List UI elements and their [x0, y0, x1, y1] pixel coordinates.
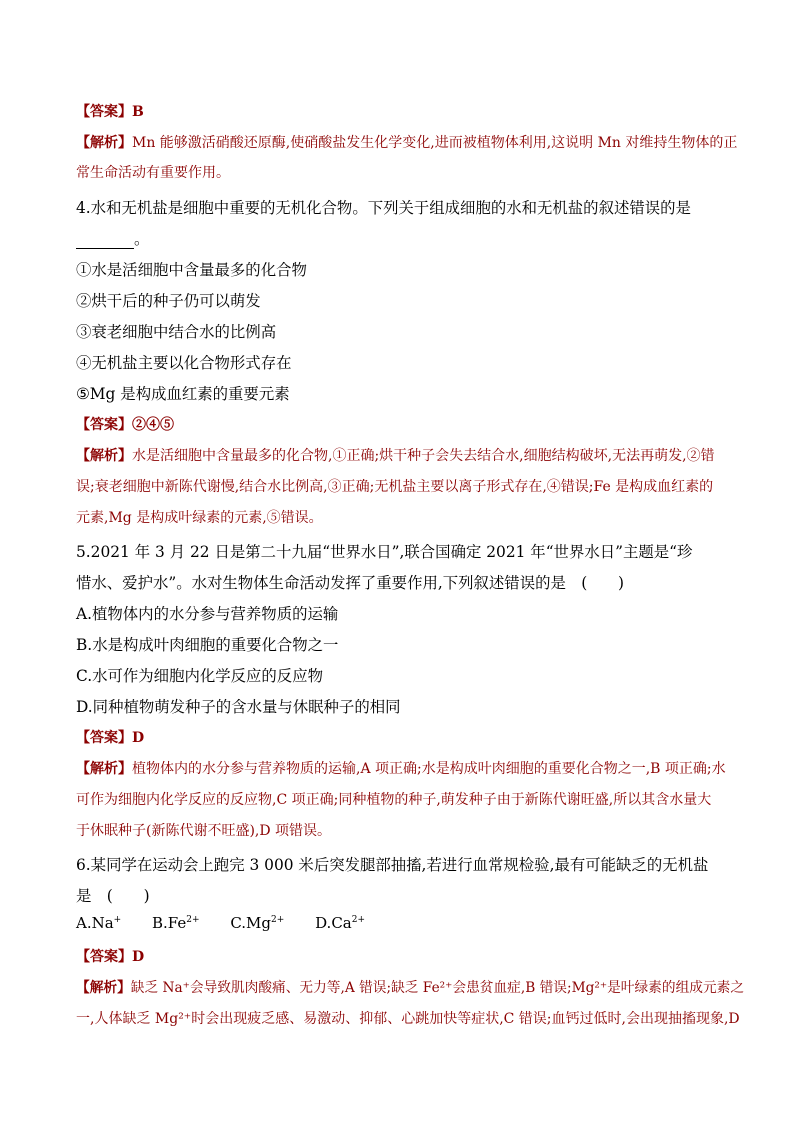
- q4-item-2: ②烘干后的种子仍可以萌发: [76, 292, 261, 310]
- q3-answer: [76, 101, 144, 121]
- q4-analysis-line-2: 误;衰老细胞中新陈代谢慢,结合水比例高,③正确;无机盐主要以离子形式存在,④错误;Fe 是构成血红素的: [76, 479, 714, 495]
- analysis-text: 水是活细胞中含量最多的化合物,①正确;烘干种子会失去结合水,细胞结构破坏,无法再萌发,②错: [132, 448, 715, 464]
- analysis-tag: 【解析】: [76, 980, 131, 996]
- q3-analysis-line-1: [76, 132, 737, 152]
- answer-value: B: [132, 104, 144, 120]
- q4-item-3: ③衰老细胞中结合水的比例高: [76, 323, 277, 341]
- analysis-text: 缺乏 Na⁺会导致肌肉酸痛、无力等,A 错误;缺乏 Fe²⁺会患贫血症,B 错误;Mg²⁺是叶绿素的组成元素之: [130, 980, 745, 996]
- q5-stem-line-2: 惜水、爱护水”。水对生物体生命活动发挥了重要作用,下列叙述错误的是 ( ): [76, 574, 625, 592]
- q6-stem-line-1: 6.某同学在运动会上跑完 3 000 米后突发腿部抽搐,若进行血常规检验,最有可能缺乏的无机盐: [76, 856, 709, 874]
- q6-option-b: $B.Fe^{2+}$: [152, 914, 200, 932]
- q4-item-4: ④无机盐主要以化合物形式存在: [76, 354, 292, 372]
- q5-analysis-line-1: [76, 758, 726, 778]
- q5-option-d: D.同种植物萌发种子的含水量与休眠种子的相同: [76, 698, 401, 716]
- answer-value: ②④⑤: [132, 417, 174, 433]
- analysis-tag: 【解析】: [76, 135, 132, 151]
- q4-item-5: ⑤Mg 是构成血红素的重要元素: [76, 385, 290, 403]
- q4-stem-line-2: [76, 227, 149, 249]
- q3-analysis-line-2: 常生命活动有重要作用。: [76, 165, 230, 181]
- analysis-tag: 【解析】: [76, 761, 132, 777]
- q4-item-1: ①水是活细胞中含量最多的化合物: [76, 261, 307, 279]
- answer-value: D: [132, 730, 145, 746]
- q5-answer: [76, 727, 144, 747]
- answer-tag: 【答案】: [76, 104, 132, 120]
- q6-option-a: A.Na+: [76, 914, 122, 932]
- q4-stem-line-1: 4.水和无机盐是细胞中重要的无机化合物。下列关于组成细胞的水和无机盐的叙述错误的是: [76, 199, 691, 217]
- q6-stem-line-2: 是 ( ): [76, 887, 150, 905]
- q6-options: [76, 914, 391, 932]
- analysis-text: Mn 能够激活硝酸还原酶,使硝酸盐发生化学变化,进而被植物体利用,这说明 Mn 对维持生物体的正: [132, 135, 738, 151]
- q5-option-a: A.植物体内的水分参与营养物质的运输: [76, 605, 339, 623]
- answer-tag: 【答案】: [76, 730, 132, 746]
- q4-answer: [76, 414, 174, 434]
- answer-tag: 【答案】: [76, 417, 132, 433]
- q6-option-c: $C.Mg^{2+}$: [230, 914, 285, 932]
- q4-analysis-line-3: 元素,Mg 是构成叶绿素的元素,⑤错误。: [76, 510, 323, 526]
- q5-analysis-line-2: 可作为细胞内化学反应的反应物,C 项正确;同种植物的种子,萌发种子由于新陈代谢旺盛,所以其含水量大: [76, 792, 712, 808]
- q6-analysis-line-2: 一,人体缺乏 Mg²⁺时会出现疲乏感、易激动、抑郁、心跳加快等症状,C 错误;血钙过低时,会出现抽搐现象,D: [76, 1011, 740, 1027]
- q5-stem-line-1: 5.2021 年 3 月 22 日是第二十九届“世界水日”,联合国确定 2021 年“世界水日”主题是“珍: [76, 543, 693, 561]
- q6-analysis-line-1: [76, 977, 744, 997]
- q5-option-b: B.水是构成叶肉细胞的重要化合物之一: [76, 636, 339, 654]
- answer-value: D: [132, 949, 145, 965]
- analysis-text: 植物体内的水分参与营养物质的运输,A 项正确;水是构成叶肉细胞的重要化合物之一,B 项正确;水: [132, 761, 726, 777]
- q5-option-c: C.水可作为细胞内化学反应的反应物: [76, 667, 323, 685]
- q4-stem-end: 。: [134, 230, 150, 248]
- answer-blank: [76, 234, 134, 249]
- q4-analysis-line-1: [76, 445, 715, 465]
- q6-option-d: $D.Ca^{2+}$: [315, 914, 366, 932]
- q5-analysis-line-3: 于休眠种子(新陈代谢不旺盛),D 项错误。: [76, 823, 332, 839]
- answer-tag: 【答案】: [76, 949, 132, 965]
- q6-answer: [76, 946, 144, 966]
- analysis-tag: 【解析】: [76, 448, 132, 464]
